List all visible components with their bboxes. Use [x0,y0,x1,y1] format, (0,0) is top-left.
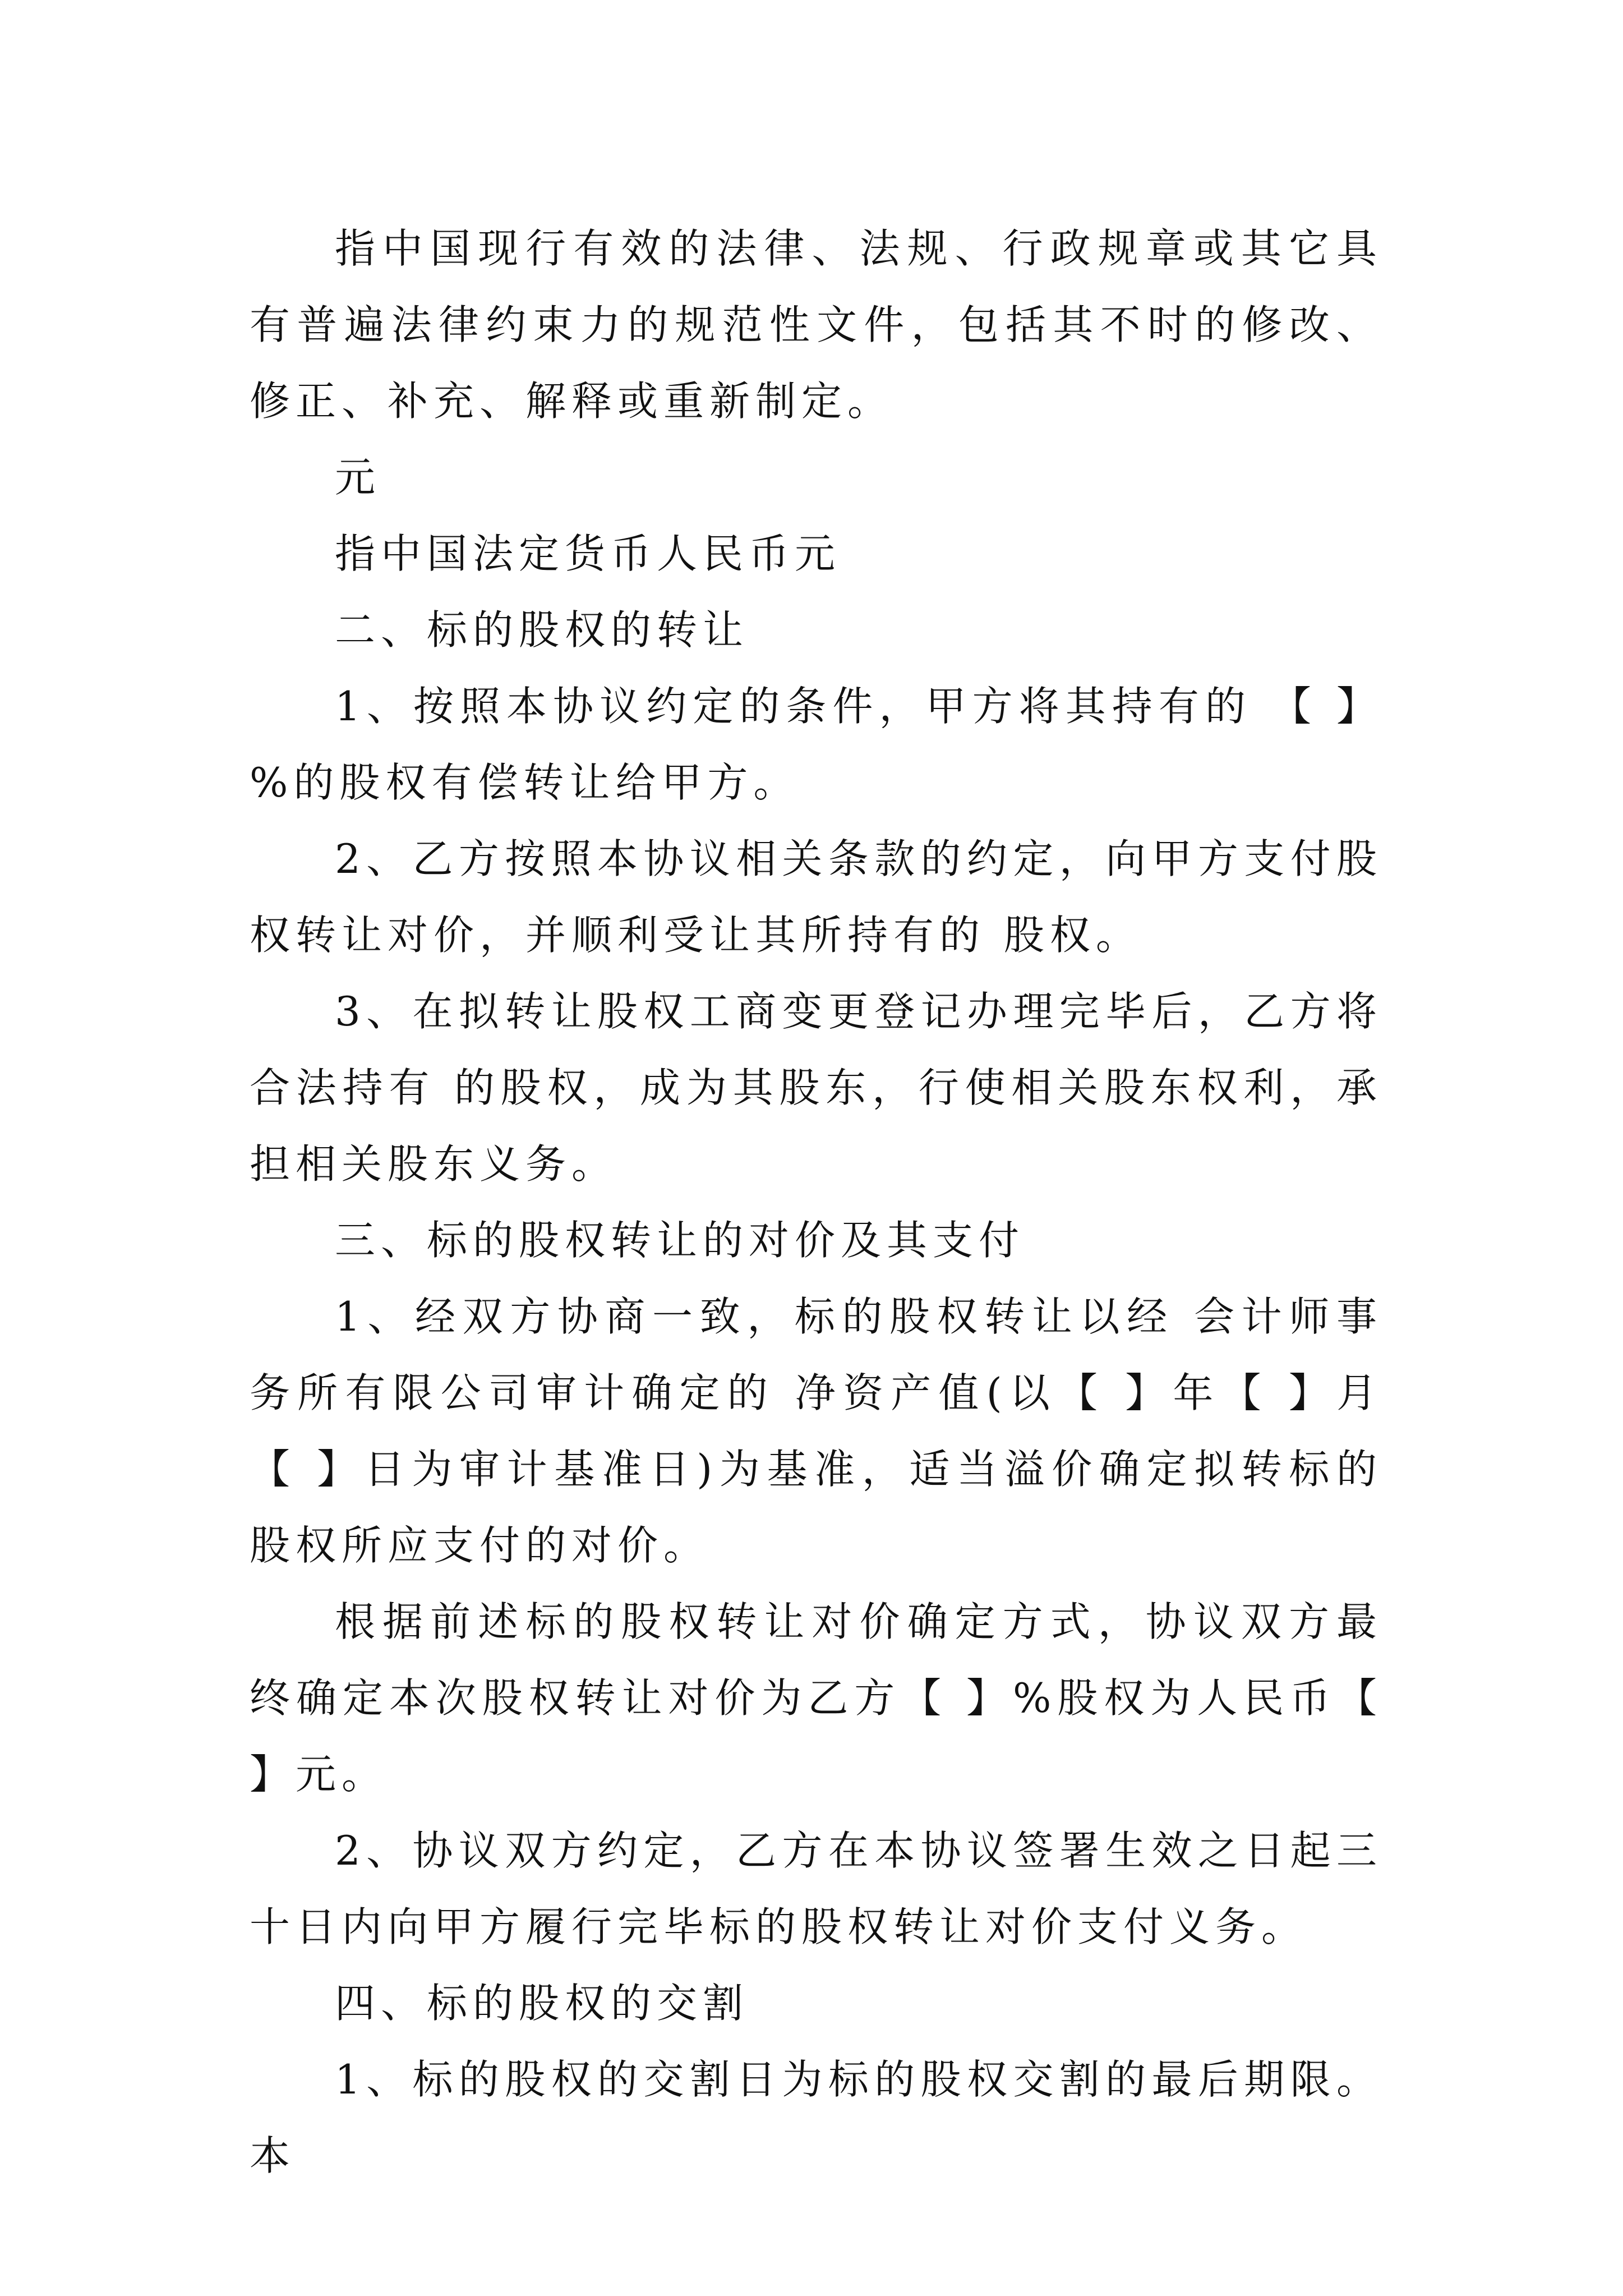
paragraph-yuan-definition: 指中国法定货币人民币元 [335,530,841,577]
paragraph-term-yuan: 元 [335,454,381,501]
paragraph-2-2: 2、乙方按照本协议相关条款的约定，向甲方支付股权转让对价，并顺利受让其所持有的 股权。 [250,835,1382,959]
paragraph-3-1: 1、经双方协商一致，标的股权转让以经 会计师事务所有限公司审计确定的 净资产值(以【 】年【 】月【 】日为审计基准日)为基准，适当溢价确定拟转标的股权所应支付的对价。 [250,1293,1382,1569]
paragraph-3-2: 2、协议双方约定，乙方在本协议签署生效之日起三十日内向甲方履行完毕标的股权转让对价支付义务。 [250,1827,1382,1950]
section-heading-3: 三、标的股权转让的对价及其支付 [335,1217,1025,1264]
document-body [250,210,1401,2194]
section-heading-4: 四、标的股权的交割 [335,1980,749,2027]
paragraph-4-1: 1、标的股权的交割日为标的股权交割的最后期限。本 [250,2056,1382,2179]
paragraph-2-3: 3、在拟转让股权工商变更登记办理完毕后，乙方将合法持有 的股权，成为其股东，行使相关股东权利，承担相关股东义务。 [250,988,1382,1188]
paragraph-law-definition: 指中国现行有效的法律、法规、行政规章或其它具有普遍法律约束力的规范性文件，包括其不时的修改、修正、补充、解释或重新制定。 [250,225,1382,425]
paragraph-2-1: 1、按照本协议约定的条件，甲方将其持有的 【 】%的股权有偿转让给甲方。 [250,683,1382,806]
section-heading-2: 二、标的股权的转让 [335,606,749,654]
paragraph-3-1-price: 根据前述标的股权转让对价确定方式，协议双方最终确定本次股权转让对价为乙方【 】%股权为人民币【 】元。 [250,1598,1401,1798]
